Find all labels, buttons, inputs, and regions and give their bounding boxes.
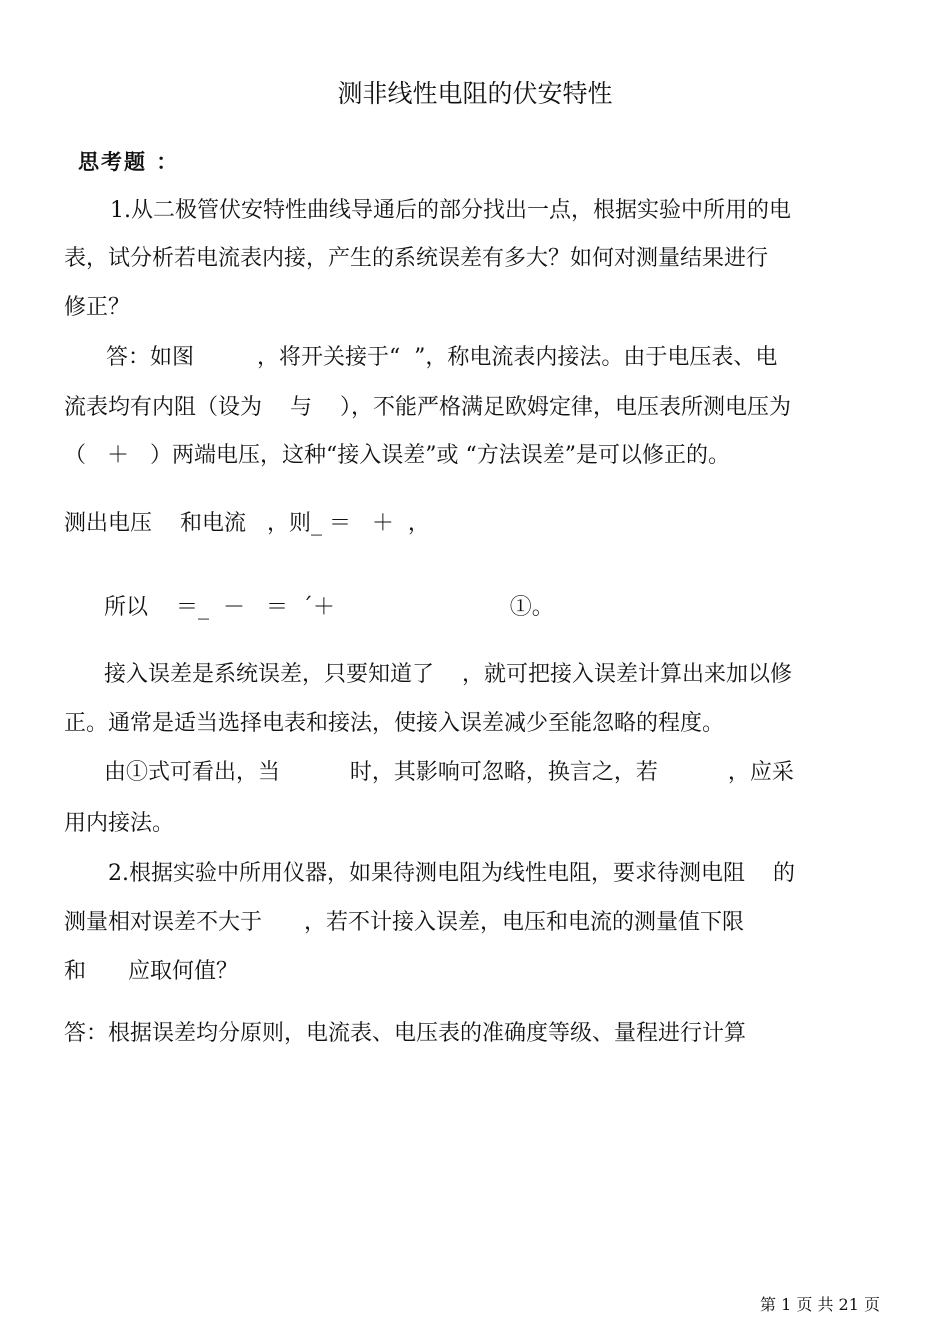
paragraph-line: （ ＋ ）两端电压，这种“接入误差”或 “方法误差”是可以修正的。 — [64, 443, 730, 468]
paragraph-line: 所以 ＝_ － ＝ ´＋ ①。 — [104, 595, 554, 620]
paragraph-line: 流表均有内阻（设为 与 ），不能严格满足欧姆定律，电压表所测电压为 — [64, 395, 791, 420]
paragraph-line: 答：如图 ，将开关接于“ ”，称电流表内接法。由于电压表、电 — [106, 345, 778, 370]
paragraph-line: 表，试分析若电流表内接，产生的系统误差有多大？如何对测量结果进行 — [64, 246, 769, 271]
paragraph-line: 测出电压 和电流 ，则_ ＝ ＋ ， — [64, 511, 430, 536]
paragraph-line: 用内接法。 — [64, 811, 175, 836]
page-footer: 第 1 页 共 21 页 — [760, 1295, 880, 1314]
paragraph-line: 2.根据实验中所用仪器，如果待测电阻为线性电阻，要求待测电阻 的 — [108, 861, 795, 886]
paragraph-line: 1.从二极管伏安特性曲线导通后的部分找出一点，根据实验中所用的电 — [110, 198, 791, 223]
section-heading: 思考题 ： — [78, 150, 180, 174]
paragraph-line: 正。通常是适当选择电表和接法，使接入误差减少至能忽略的程度。 — [64, 711, 725, 736]
paragraph-line: 由①式可看出，当 时，其影响可忽略，换言之，若 ，应采 — [104, 760, 794, 785]
paragraph-line: 和 应取何值？ — [64, 959, 238, 984]
paragraph-line: 接入误差是系统误差，只要知道了 ，就可把接入误差计算出来加以修 — [104, 662, 792, 687]
document-title: 测非线性电阻的伏安特性 — [337, 79, 613, 108]
paragraph-line: 测量相对误差不大于 ，若不计接入误差，电压和电流的测量值下限 — [64, 910, 744, 935]
paragraph-line: 修正？ — [64, 295, 131, 320]
paragraph-line: 答：根据误差均分原则，电流表、电压表的准确度等级、量程进行计算 — [64, 1021, 747, 1046]
